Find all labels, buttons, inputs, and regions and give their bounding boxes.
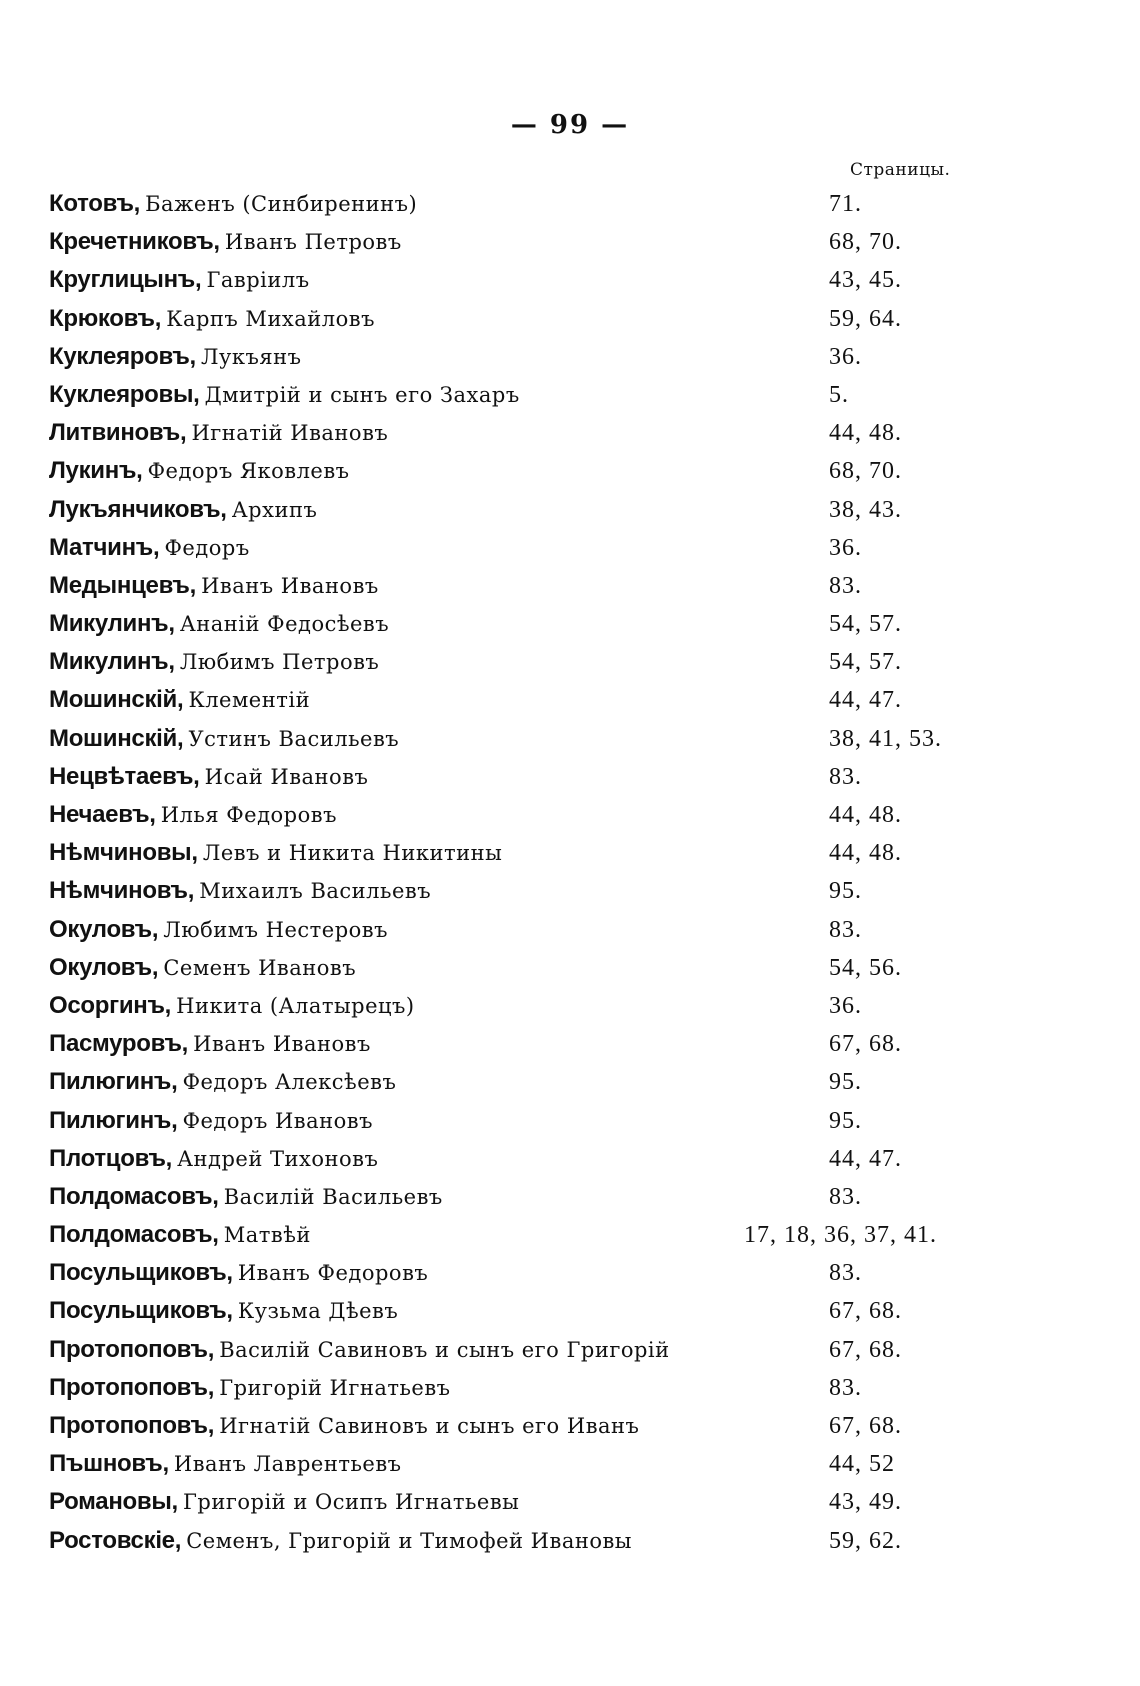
entry-given-names: Исай Ивановъ bbox=[204, 764, 369, 789]
index-entry bbox=[49, 681, 989, 719]
entry-given-names: Федоръ Алексѣевъ bbox=[182, 1070, 397, 1095]
index-entry bbox=[49, 1063, 989, 1101]
entry-given-names: Ананiй Федосѣевъ bbox=[179, 612, 390, 637]
entry-surname: Крюковъ, bbox=[49, 304, 162, 332]
index-entry bbox=[49, 987, 989, 1025]
entry-surname: Пилюгинъ, bbox=[49, 1068, 178, 1096]
entry-page-refs: 43, 49. bbox=[829, 1489, 902, 1516]
entry-page-refs: 43, 45. bbox=[829, 267, 902, 294]
entry-surname: Микулинъ, bbox=[49, 648, 175, 676]
index-entry bbox=[49, 338, 989, 376]
entry-given-names: Гаврiилъ bbox=[206, 268, 310, 293]
index-entry bbox=[49, 1102, 989, 1140]
entry-surname: Котовъ, bbox=[49, 190, 141, 217]
index-entry bbox=[49, 452, 989, 490]
entry-page-refs: 67, 68. bbox=[829, 1298, 902, 1325]
index-entry bbox=[49, 529, 989, 567]
index-entry bbox=[49, 1445, 989, 1483]
entry-page-refs: 54, 57. bbox=[829, 649, 902, 676]
entry-given-names: Илья Федоровъ bbox=[160, 803, 337, 827]
entry-surname: Куклеяровъ, bbox=[49, 342, 196, 370]
entry-page-refs: 83. bbox=[829, 572, 862, 599]
entry-given-names: Иванъ Лаврентьевъ bbox=[173, 1452, 402, 1477]
entry-page-refs: 44, 47. bbox=[829, 1145, 902, 1172]
entry-given-names: Баженъ (Синбирeнинъ) bbox=[145, 192, 418, 216]
index-entry bbox=[49, 1292, 989, 1330]
entry-given-names: Кузьма Дѣевъ bbox=[237, 1299, 399, 1324]
entry-given-names: Никита (Алатырецъ) bbox=[176, 993, 415, 1018]
index-entry bbox=[49, 1254, 989, 1292]
entry-surname: Нѣмчиновы, bbox=[49, 839, 198, 867]
pages-column-header: Страницы. bbox=[850, 160, 951, 180]
entry-page-refs: 95. bbox=[829, 1107, 862, 1134]
index-entry bbox=[49, 1140, 989, 1178]
entry-given-names: Иванъ Ивановъ bbox=[193, 1032, 371, 1057]
entry-page-refs: 44, 52 bbox=[829, 1451, 895, 1478]
entry-surname: Литвиновъ, bbox=[49, 419, 187, 447]
index-entry bbox=[49, 834, 989, 872]
entry-surname: Протопоповъ, bbox=[49, 1373, 215, 1401]
entry-page-refs: 5. bbox=[829, 381, 849, 408]
index-entry bbox=[49, 185, 989, 223]
index-entry bbox=[49, 261, 989, 299]
entry-surname: Полдомасовъ, bbox=[49, 1182, 219, 1210]
entry-given-names: Дмитрiй и сынъ его Захаръ bbox=[204, 382, 520, 407]
index-entry bbox=[49, 949, 989, 987]
entry-surname: Круглицынъ, bbox=[49, 266, 202, 294]
index-entry bbox=[49, 567, 989, 605]
entry-given-names: Андрей Тихоновъ bbox=[177, 1146, 379, 1171]
entry-surname: Романовы, bbox=[49, 1488, 178, 1516]
entry-page-refs: 54, 56. bbox=[829, 954, 902, 981]
index-entry bbox=[49, 1331, 989, 1369]
index-entry bbox=[49, 1483, 989, 1521]
entry-given-names: Клементiй bbox=[188, 688, 311, 713]
index-entry bbox=[49, 300, 989, 338]
entry-given-names: Семенъ, Григорiй и Тимофей Ивановы bbox=[186, 1528, 633, 1553]
entry-given-names: Василiй Васильевъ bbox=[223, 1184, 443, 1209]
index-entry bbox=[49, 911, 989, 949]
entry-page-refs: 67, 68. bbox=[829, 1336, 902, 1363]
entry-surname: Окуловъ, bbox=[49, 953, 159, 981]
index-entry bbox=[49, 720, 989, 758]
entry-page-refs: 59, 64. bbox=[829, 305, 902, 332]
index-entry bbox=[49, 1178, 989, 1216]
entry-page-refs: 95. bbox=[829, 1069, 862, 1096]
index-entry bbox=[49, 1369, 989, 1407]
entry-given-names: Иванъ Ивановъ bbox=[201, 573, 379, 598]
entry-surname: Нѣмчиновъ, bbox=[49, 877, 195, 905]
entry-page-refs: 83. bbox=[829, 916, 862, 943]
entry-surname: Медынцевъ, bbox=[49, 571, 196, 599]
entry-surname: Пилюгинъ, bbox=[49, 1106, 178, 1134]
entry-given-names: Федоръ bbox=[164, 535, 250, 560]
entry-page-refs: 36. bbox=[829, 992, 862, 1019]
entry-page-refs: 68, 70. bbox=[829, 229, 902, 256]
entry-given-names: Игнатiй Ивановъ bbox=[191, 421, 389, 446]
entry-surname: Пасмуровъ, bbox=[49, 1030, 189, 1058]
entry-surname: Мошинскiй, bbox=[49, 724, 184, 752]
index-entry bbox=[49, 872, 989, 910]
entry-given-names: Любимъ Петровъ bbox=[179, 650, 380, 675]
entry-given-names: Григорiй и Осипъ Игнатьевы bbox=[183, 1490, 520, 1515]
entry-surname: Ростовскiе, bbox=[49, 1526, 182, 1554]
entry-page-refs: 38, 43. bbox=[829, 496, 902, 523]
entry-surname: Нечаевъ, bbox=[49, 801, 156, 828]
entry-given-names: Федоръ Яковлевъ bbox=[147, 459, 350, 484]
name-index-list bbox=[49, 185, 989, 1560]
entry-page-refs: 36. bbox=[829, 343, 862, 370]
index-entry bbox=[49, 491, 989, 529]
entry-page-refs: 83. bbox=[829, 1183, 862, 1210]
index-entry bbox=[49, 796, 989, 834]
entry-surname: Мошинскiй, bbox=[49, 686, 184, 714]
entry-page-refs: 59, 62. bbox=[829, 1527, 902, 1554]
entry-given-names: Лукъянъ bbox=[201, 344, 302, 369]
entry-page-refs: 83. bbox=[829, 1374, 862, 1401]
index-entry bbox=[49, 1407, 989, 1445]
entry-page-refs: 67, 68. bbox=[829, 1031, 902, 1058]
entry-page-refs: 83. bbox=[829, 763, 862, 790]
entry-given-names: Устинъ Васильевъ bbox=[188, 726, 400, 751]
entry-given-names: Иванъ Федоровъ bbox=[237, 1261, 429, 1286]
entry-given-names: Любимъ Нестеровъ bbox=[163, 917, 388, 942]
entry-given-names: Федоръ Ивановъ bbox=[182, 1108, 373, 1133]
entry-given-names: Матвѣй bbox=[223, 1223, 311, 1248]
entry-page-refs: 36. bbox=[829, 534, 862, 561]
entry-given-names: Григорiй Игнатьевъ bbox=[219, 1375, 451, 1400]
entry-given-names: Михаилъ Васильевъ bbox=[199, 879, 432, 904]
entry-given-names: Семенъ Ивановъ bbox=[163, 955, 357, 980]
entry-surname: Куклеяровы, bbox=[49, 380, 200, 408]
entry-surname: Матчинъ, bbox=[49, 533, 160, 561]
entry-given-names: Василiй Савиновъ и сынъ его Григорiй bbox=[219, 1337, 670, 1362]
entry-page-refs: 38, 41, 53. bbox=[829, 725, 942, 752]
index-entry bbox=[49, 1522, 989, 1560]
entry-surname: Полдомасовъ, bbox=[49, 1221, 219, 1249]
index-entry bbox=[49, 414, 989, 452]
entry-given-names: Игнатiй Савиновъ и сынъ его Иванъ bbox=[219, 1414, 640, 1438]
entry-surname: Посульщиковъ, bbox=[49, 1259, 233, 1287]
entry-page-refs: 95. bbox=[829, 878, 862, 905]
entry-surname: Протопоповъ, bbox=[49, 1335, 215, 1363]
entry-surname: Нецвѣтаевъ, bbox=[49, 762, 200, 790]
index-entry bbox=[49, 1025, 989, 1063]
page-number: — 99 — bbox=[510, 110, 630, 140]
entry-page-refs: 68, 70. bbox=[829, 458, 902, 485]
entry-page-refs: 44, 48. bbox=[829, 420, 902, 447]
entry-given-names: Иванъ Петровъ bbox=[224, 230, 402, 255]
entry-given-names: Архипъ bbox=[231, 497, 318, 522]
index-entry bbox=[49, 1216, 989, 1254]
entry-surname: Лукъянчиковъ, bbox=[49, 495, 227, 523]
entry-surname: Плотцовъ, bbox=[49, 1144, 173, 1172]
entry-given-names: Карпъ Михайловъ bbox=[166, 306, 375, 331]
entry-page-refs: 17, 18, 36, 37, 41. bbox=[744, 1222, 937, 1249]
entry-page-refs: 44, 48. bbox=[829, 802, 902, 828]
index-entry bbox=[49, 758, 989, 796]
entry-page-refs: 67, 68. bbox=[829, 1413, 902, 1439]
entry-surname: Пъшновъ, bbox=[49, 1450, 169, 1478]
entry-given-names: Левъ и Никита Никитины bbox=[202, 841, 503, 866]
entry-surname: Кречетниковъ, bbox=[49, 228, 220, 256]
entry-page-refs: 44, 48. bbox=[829, 840, 902, 867]
entry-page-refs: 44, 47. bbox=[829, 687, 902, 714]
entry-surname: Лукинъ, bbox=[49, 457, 143, 485]
entry-page-refs: 71. bbox=[829, 191, 862, 217]
entry-surname: Окуловъ, bbox=[49, 915, 159, 943]
index-entry bbox=[49, 223, 989, 261]
index-entry bbox=[49, 643, 989, 681]
entry-surname: Осоргинъ, bbox=[49, 991, 172, 1019]
index-entry bbox=[49, 376, 989, 414]
entry-page-refs: 54, 57. bbox=[829, 611, 902, 638]
entry-surname: Микулинъ, bbox=[49, 610, 175, 638]
entry-surname: Протопоповъ, bbox=[49, 1412, 215, 1439]
entry-page-refs: 83. bbox=[829, 1260, 862, 1287]
entry-surname: Посульщиковъ, bbox=[49, 1297, 233, 1325]
index-entry bbox=[49, 605, 989, 643]
